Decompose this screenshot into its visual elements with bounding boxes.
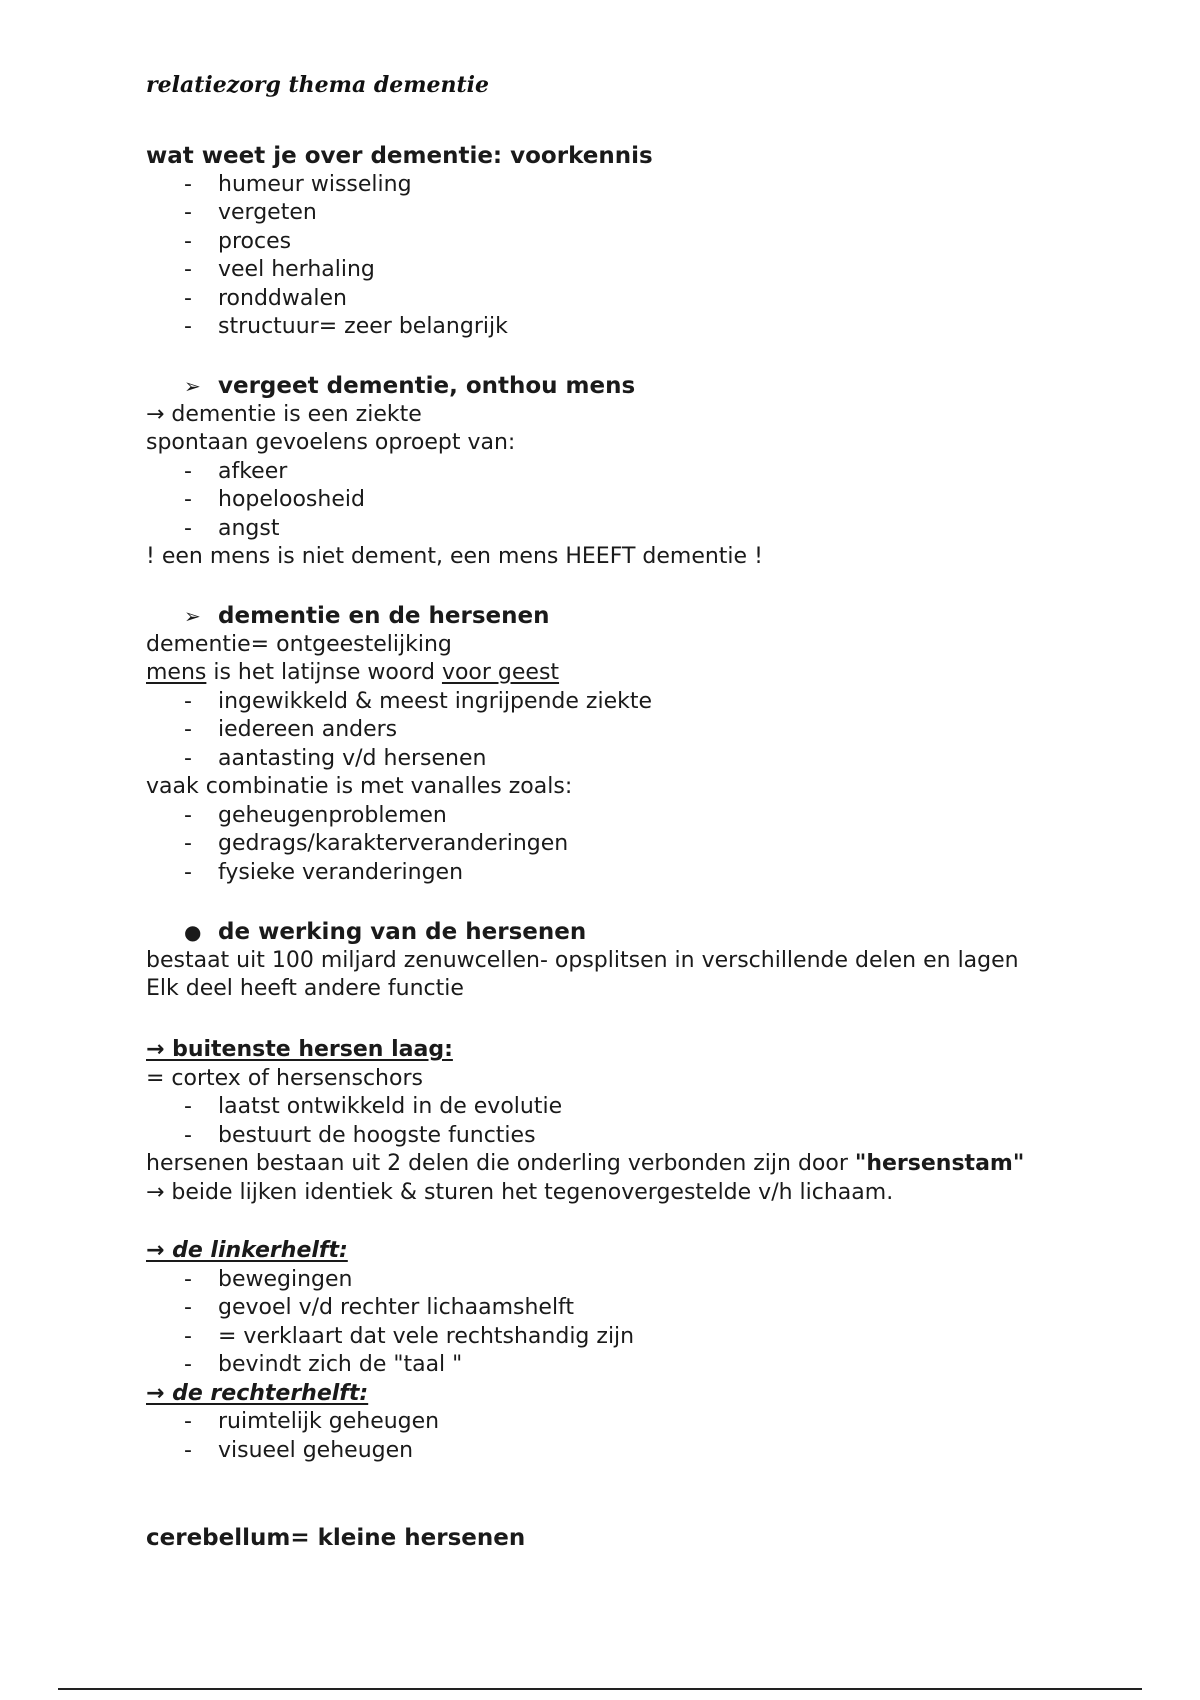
list-item: - fysieke veranderingen [146, 859, 1086, 888]
section-heading: wat weet je over dementie: voorkennis [146, 143, 653, 169]
list-item: - = verklaart dat vele rechtshandig zijn [146, 1323, 1086, 1352]
bold-term: "hersenstam" [854, 1151, 1025, 1176]
section-heading: cerebellum= kleine hersenen [146, 1525, 526, 1551]
note-line: ! een mens is niet dement, een mens HEEFT dementie ! [146, 544, 763, 569]
list-item: - humeur wisseling [146, 171, 1086, 200]
arrow-line: → dementie is een ziekte [146, 401, 422, 427]
subheading [146, 1237, 1086, 1266]
underlined-word: mens [146, 660, 207, 685]
bullet-list [146, 1408, 1086, 1465]
list-item: - geheugenproblemen [146, 802, 1086, 831]
body-line: = cortex of hersenschors [146, 1065, 423, 1091]
list-item: - aantasting v/d hersenen [146, 745, 1086, 774]
bullet-list [146, 802, 1086, 888]
plain-text: is het latijnse woord [206, 660, 442, 685]
intro-line: vaak combinatie is met vanalles zoals: [146, 774, 573, 799]
list-item: - structuur= zeer belangrijk [146, 313, 1086, 342]
section-cerebellum [146, 1524, 1086, 1553]
section-heading-text: dementie en de hersenen [218, 603, 550, 629]
list-item: - bestuurt de hoogste functies [146, 1122, 1086, 1151]
section-heading [146, 918, 1086, 947]
body-line [146, 1150, 1086, 1179]
underlined-word: voor geest [441, 660, 560, 685]
body-line: Elk deel heeft andere functie [146, 976, 464, 1001]
list-item: - gedrags/karakterveranderingen [146, 830, 1086, 859]
section-heading [146, 372, 1086, 401]
section-vergeet-dementie [146, 372, 1086, 572]
section-heading [146, 602, 1086, 631]
subheading-text: → de linkerhelft: [146, 1238, 348, 1263]
list-item: - gevoel v/d rechter lichaamshelft [146, 1294, 1086, 1323]
arrow-line: → beide lijken identiek & sturen het tegenovergestelde v/h lichaam. [146, 1179, 894, 1205]
list-item: - veel herhaling [146, 256, 1086, 285]
list-item: - ruimtelijk geheugen [146, 1408, 1086, 1437]
subheading-text: → de rechterhelft: [146, 1380, 369, 1406]
section-heading-text: de werking van de hersenen [218, 919, 587, 945]
bullet-list [146, 688, 1086, 774]
subheading [146, 1380, 1086, 1409]
list-item: - proces [146, 228, 1086, 257]
list-item: - vergeten [146, 199, 1086, 228]
section-buitenste-laag [146, 1036, 1086, 1207]
subheading [146, 1036, 1086, 1065]
section-heading-text: vergeet dementie, onthou mens [218, 373, 636, 399]
list-item: - laatst ontwikkeld in de evolutie [146, 1093, 1086, 1122]
subheading-text: → buitenste hersen laag: [146, 1037, 453, 1062]
list-item: - visueel geheugen [146, 1437, 1086, 1466]
list-item: - bewegingen [146, 1266, 1086, 1295]
bullet-list [146, 458, 1086, 544]
plain-text: hersenen bestaan uit 2 delen die onderling verbonden zijn door [146, 1151, 855, 1176]
bullet-list [146, 1266, 1086, 1380]
list-item: - hopeloosheid [146, 486, 1086, 515]
list-item: - ronddwalen [146, 285, 1086, 314]
arrowhead-bullet-icon: ➢ [184, 604, 201, 628]
list-item: - afkeer [146, 458, 1086, 487]
bullet-list [146, 1093, 1086, 1150]
list-item: - bevindt zich de "taal " [146, 1351, 1086, 1380]
arrowhead-bullet-icon: ➢ [184, 374, 201, 398]
section-werking-hersenen [146, 918, 1086, 1004]
page-title: relatiezorg thema dementie [146, 72, 490, 98]
footer-divider [58, 1688, 1142, 1690]
list-item: - iedereen anders [146, 716, 1086, 745]
bullet-list [146, 171, 1086, 342]
latin-line [146, 659, 1086, 688]
body-line: bestaat uit 100 miljard zenuwcellen- opsplitsen in verschillende delen en lagen [146, 947, 1019, 973]
definition-line: dementie= ontgeestelijking [146, 631, 452, 657]
section-voorkennis [146, 142, 1086, 342]
round-bullet-icon: ● [184, 920, 202, 944]
section-hersenhelften [146, 1237, 1086, 1465]
section-dementie-hersenen [146, 602, 1086, 887]
intro-line: spontaan gevoelens oproept van: [146, 430, 516, 455]
list-item: - angst [146, 515, 1086, 544]
list-item: - ingewikkeld & meest ingrijpende ziekte [146, 688, 1086, 717]
